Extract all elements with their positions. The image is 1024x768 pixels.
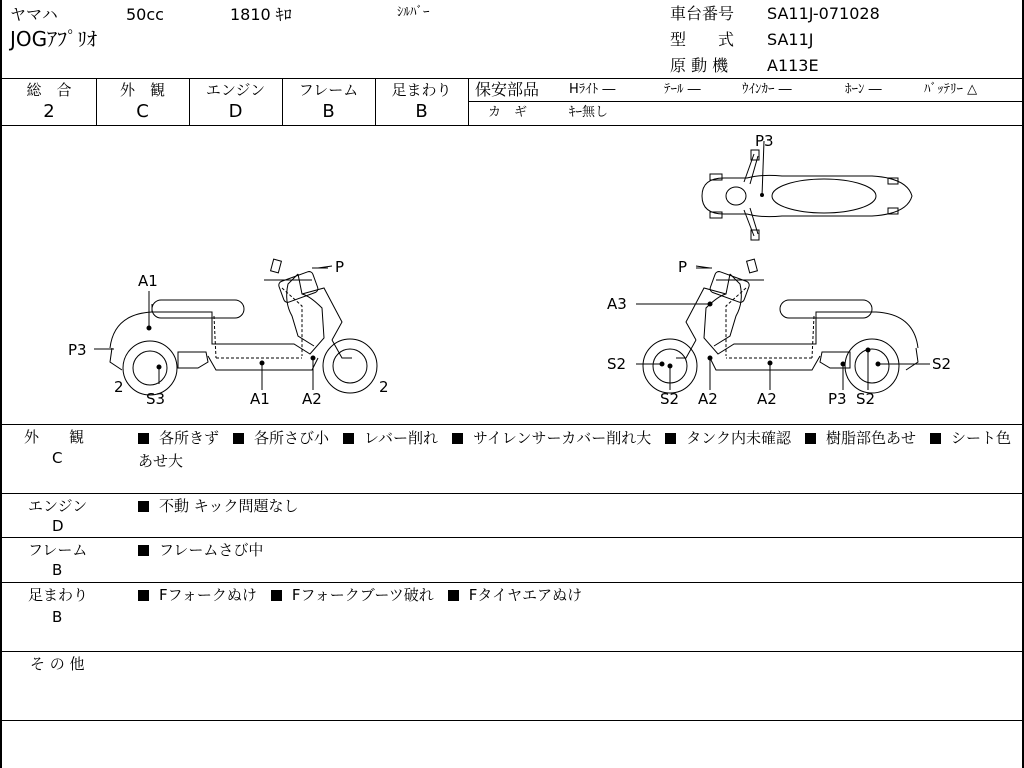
section-items-exterior	[138, 427, 1018, 473]
color: ｼﾙﾊﾞｰ	[397, 5, 430, 20]
safety-label: 保安部品	[475, 80, 540, 99]
divider	[2, 651, 1024, 652]
right-label-a2-right: A2	[757, 390, 777, 408]
grade-label-exterior: 外 観	[119, 81, 165, 99]
right-label-p: P	[678, 258, 688, 276]
left-label-a1-bottom: A1	[250, 390, 270, 408]
divider	[2, 720, 1024, 721]
remark-item: 各所きず	[138, 429, 219, 447]
remark-item: Fフォークぬけ	[138, 586, 257, 604]
divider	[2, 537, 1024, 538]
left-label-2-left: 2	[114, 378, 124, 396]
scooter-diagram	[2, 126, 1022, 424]
model-name: JOGｱﾌﾟﾘｵ	[10, 27, 98, 51]
key-label: カ ギ	[488, 105, 528, 120]
scooter-top-view-icon	[702, 132, 912, 240]
grade-value-overall: 2	[43, 101, 55, 122]
left-label-p: P	[335, 258, 345, 276]
right-label-s2-bottom: S2	[660, 390, 680, 408]
grade-label-frame: フレーム	[298, 81, 359, 99]
left-label-a2: A2	[302, 390, 322, 408]
type-label: 型 式	[670, 30, 735, 49]
safety-item-tail: ﾃｰﾙ ―	[664, 82, 701, 97]
section-grade-suspension: B	[52, 608, 63, 626]
grade-label-engine: エンジン	[205, 81, 266, 99]
right-label-a3: A3	[607, 295, 627, 313]
remark-item: レバー削れ	[343, 429, 438, 447]
remark-item: タンク内未確認	[665, 429, 791, 447]
divider	[2, 424, 1024, 425]
type-value: SA11J	[767, 30, 814, 49]
mileage: 1810 ｷﾛ	[230, 5, 292, 24]
safety-item-headlight: Hﾗｲﾄ ―	[569, 82, 616, 97]
remark-item: サイレンサーカバー削れ大	[452, 429, 651, 447]
section-title-suspension: 足まわり	[28, 586, 89, 604]
safety-item-horn: ﾎｰﾝ ―	[845, 82, 882, 97]
scooter-left-view-icon	[68, 258, 389, 408]
remark-item: 樹脂部色あせ	[805, 429, 916, 447]
remark-item: Fタイヤエアぬけ	[448, 586, 582, 604]
grade-label-overall: 総 合	[26, 81, 72, 99]
grade-value-frame: B	[322, 101, 335, 122]
section-items-frame: フレームさび中	[138, 540, 263, 560]
divider	[468, 101, 1024, 102]
frame-no-label: 車台番号	[670, 4, 735, 23]
section-title-other: そ の 他	[30, 655, 85, 673]
safety-item-winker: ｳｲﾝｶｰ ―	[742, 82, 792, 97]
left-label-s3: S3	[146, 390, 166, 408]
right-label-s2-right: S2	[932, 355, 952, 373]
divider	[2, 78, 1024, 79]
divider	[2, 582, 1024, 583]
left-label-2-right: 2	[379, 378, 389, 396]
section-grade-exterior: C	[52, 449, 63, 467]
section-title-frame: フレーム	[28, 541, 88, 559]
right-label-s2-left: S2	[607, 355, 627, 373]
engine-label: 原 動 機	[670, 56, 729, 75]
safety-item-battery: ﾊﾞｯﾃﾘｰ △	[924, 82, 978, 97]
right-label-a2-left: A2	[698, 390, 718, 408]
left-label-p3: P3	[68, 341, 87, 359]
key-value: ｷｰ無し	[569, 105, 609, 120]
section-title-exterior: 外 観	[24, 428, 85, 446]
top-label-p3: P3	[755, 132, 774, 150]
grade-value-engine: D	[228, 101, 243, 122]
frame-no: SA11J-071028	[767, 4, 880, 23]
divider	[2, 493, 1024, 494]
scooter-right-view-icon	[607, 258, 951, 408]
left-label-a1-top: A1	[138, 272, 158, 290]
maker: ヤマハ	[10, 5, 58, 24]
section-title-engine: エンジン	[28, 497, 88, 515]
section-items-suspension	[138, 585, 596, 605]
right-label-p3: P3	[828, 390, 847, 408]
engine-value: A113E	[767, 56, 819, 75]
remark-item: シート色あせ大	[138, 429, 1011, 470]
section-grade-engine: D	[52, 517, 64, 535]
remark-item: Fフォークブーツ破れ	[271, 586, 434, 604]
remark-item: 各所さび小	[233, 429, 329, 447]
section-items-engine: 不動 キック問題なし	[138, 496, 298, 516]
grade-value-exterior: C	[136, 101, 149, 122]
section-grade-frame: B	[52, 561, 63, 579]
displacement: 50cc	[126, 5, 164, 24]
grade-label-suspension: 足まわり	[391, 81, 452, 99]
grade-value-suspension: B	[415, 101, 428, 122]
right-label-s2-rear: S2	[856, 390, 876, 408]
